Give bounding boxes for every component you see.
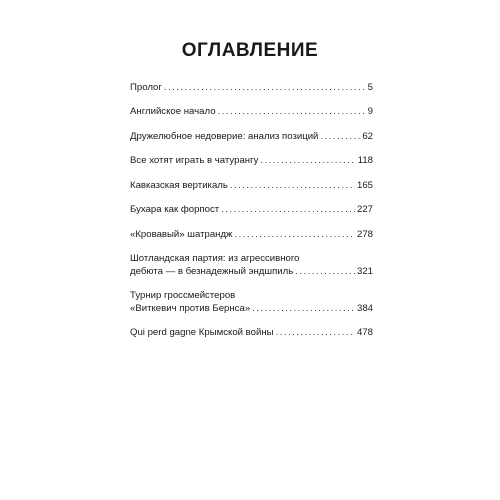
toc-entry[interactable] <box>130 106 373 118</box>
toc-entry-page: 384 <box>356 302 373 314</box>
dot-leader <box>221 204 355 216</box>
table-of-contents <box>130 82 373 352</box>
toc-entry-title: Английское начало <box>130 106 216 118</box>
toc-entry[interactable] <box>130 204 373 216</box>
toc-entry-title-line1: Турнир гроссмейстеров <box>130 290 236 302</box>
dot-leader <box>234 229 355 241</box>
toc-entry-title: Все хотят играть в чатурангу <box>130 155 259 167</box>
dot-leader <box>260 155 355 167</box>
toc-entry-page: 278 <box>356 228 373 240</box>
dot-leader <box>218 106 366 118</box>
toc-entry-page: 478 <box>356 327 373 339</box>
toc-entry-title: Кавказская вертикаль <box>130 179 228 191</box>
toc-entry-title: Пролог <box>130 82 162 93</box>
toc-entry-title: Бухара как форпост <box>130 204 220 216</box>
toc-entry[interactable] <box>130 229 373 241</box>
toc-entry[interactable] <box>130 253 373 278</box>
dot-leader <box>320 131 360 143</box>
toc-entry[interactable] <box>130 131 373 143</box>
dot-leader <box>230 180 355 192</box>
dot-leader <box>252 303 355 315</box>
toc-entry-title: Дружелюбное недоверие: анализ позиций <box>130 130 319 142</box>
dot-leader <box>295 266 355 278</box>
toc-entry[interactable] <box>130 290 373 315</box>
page-title: ОГЛАВЛЕНИЕ <box>181 40 319 61</box>
toc-entry-page: 227 <box>356 204 373 216</box>
toc-entry[interactable] <box>130 327 373 339</box>
dot-leader <box>164 82 366 94</box>
toc-entry-page: 118 <box>357 155 373 167</box>
toc-entry-page: 9 <box>367 106 373 118</box>
toc-entry-title: «Кровавый» шатрандж <box>130 228 233 240</box>
toc-entry-page: 321 <box>356 265 373 277</box>
toc-entry[interactable] <box>130 155 373 167</box>
toc-entry-page: 62 <box>362 130 373 142</box>
toc-entry[interactable] <box>130 180 373 192</box>
toc-entry-title: дебюта — в безнадежный эндшпиль <box>130 265 294 277</box>
toc-entry[interactable] <box>130 82 373 94</box>
toc-entry-title-line1: Шотландская партия: из агрессивного <box>130 253 300 265</box>
toc-entry-page: 165 <box>356 179 373 191</box>
toc-entry-page: 5 <box>367 82 373 93</box>
dot-leader <box>276 327 355 339</box>
toc-entry-title: Qui perd gagne Крымской войны <box>130 327 274 339</box>
toc-entry-title: «Виткевич против Бернса» <box>130 302 251 314</box>
